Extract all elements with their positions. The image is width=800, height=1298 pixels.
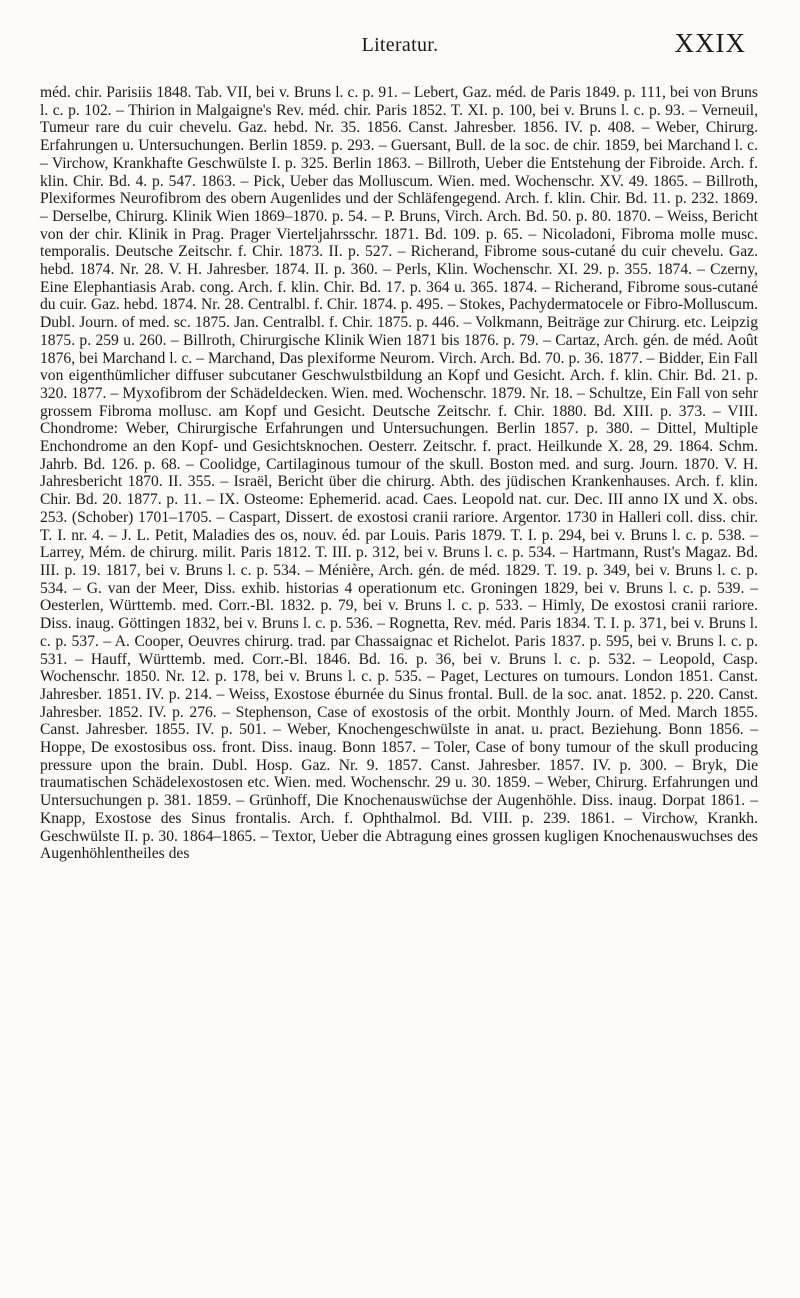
bibliography-text-block — [40, 84, 758, 863]
running-title: Literatur. — [361, 34, 439, 56]
page-header — [0, 28, 800, 58]
bibliography-paragraph: méd. chir. Parisiis 1848. Tab. VII, bei v. Bruns l. c. p. 91. – Lebert, Gaz. méd. de Paris 1849. p. 111, bei von Bruns l. c. p. 102. – Thirion in Malgaigne's Rev. méd. chir. Paris 1852. T. XI. p. 100, bei v. Bruns l. c. p. 93. – Verneuil, Tumeur rare du cuir chevelu. Gaz. hebd. Nr. 35. 1856. Canst. Jahresber. 1856. IV. p. 408. – Weber, Chirurg. Erfahrungen u. Untersuchungen. Berlin 1859. p. 293. – Guersant, Bull. de la soc. de chir. 1859, bei Marchand l. c. – Virchow, Krankhafte Geschwülste I. p. 325. Berlin 1863. – Billroth, Ueber die Entstehung der Fibroide. Arch. f. klin. Chir. Bd. 4. p. 547. 1863. – Pick, Ueber das Molluscum. Wien. med. Wochenschr. XV. 49. 1865. – Billroth, Plexiformes Neurofibrom des obern Augenlides und der Schläfengegend. Arch. f. klin. Chir. Bd. 11. p. 232. 1869. – Derselbe, Chirurg. Klinik Wien 1869–1870. p. 54. – P. Bruns, Virch. Arch. Bd. 50. p. 80. 1870. – Weiss, Bericht von der chir. Klinik in Prag. Prager Vierteljahrsschr. 1871. Bd. 109. p. 65. – Nicoladoni, Fibroma molle musc. temporalis. Deutsche Zeitschr. f. Chir. 1873. II. p. 527. – Richerand, Fibrome sous-cutané du cuir chevelu. Gaz. hebd. 1874. Nr. 28. V. H. Jahresber. 1874. II. p. 360. – Perls, Klin. Wochenschr. XI. 29. p. 355. 1874. – Czerny, Eine Elephantiasis Arab. cong. Arch. f. klin. Chir. Bd. 17. p. 364 u. 365. 1874. – Richerand, Fibrome sous-cutané du cuir. Gaz. hebd. 1874. Nr. 28. Centralbl. f. Chir. 1874. p. 495. – Stokes, Pachydermatocele or Fibro-Molluscum. Dubl. Journ. of med. sc. 1875. Jan. Centralbl. f. Chir. 1875. p. 446. – Volkmann, Beiträge zur Chirurg. etc. Leipzig 1875. p. 259 u. 260. – Billroth, Chirurgische Klinik Wien 1871 bis 1876. p. 79. – Cartaz, Arch. gén. de méd. Août 1876, bei Marchand l. c. – Marchand, Das plexiforme Neurom. Virch. Arch. Bd. 70. p. 36. 1877. – Bidder, Ein Fall von eigenthümlicher diffuser subcutaner Geschwulstbildung an Kopf und Gesicht. Arch. f. klin. Chir. Bd. 21. p. 320. 1877. – Myxofibrom der Schädeldecken. Wien. med. Wochenschr. 1879. Nr. 18. – Schultze, Ein Fall von sehr grossem Fibroma mollusc. am Kopf und Gesicht. Deutsche Zeitschr. f. Chir. 1880. Bd. XIII. p. 373. – VIII. Chondrome: Weber, Chirurgische Erfahrungen und Untersuchungen. Berlin 1857. p. 380. – Dittel, Multiple Enchondrome an den Kopf- und Gesichtsknochen. Oesterr. Zeitschr. f. pract. Heilkunde X. 28, 29. 1864. Schm. Jahrb. Bd. 126. p. 68. – Coolidge, Cartilaginous tumour of the skull. Boston med. and surg. Journ. 1870. V. H. Jahresbericht 1870. II. 355. – Israël, Bericht über die chirurg. Abth. des jüdischen Krankenhauses. Arch. f. klin. Chir. Bd. 20. 1877. p. 11. – IX. Osteome: Ephemerid. acad. Caes. Leopold nat. cur. Dec. III anno IX und X. obs. 253. (Schober) 1701–1705. – Caspart, Dissert. de exostosi cranii rariore. Argentor. 1730 in Halleri coll. diss. chir. T. I. nr. 4. – J. L. Petit, Maladies des os, nouv. éd. par Louis. Paris 1879. T. I. p. 294, bei v. Bruns l. c. p. 538. – Larrey, Mém. de chirurg. milit. Paris 1812. T. III. p. 312, bei v. Bruns l. c. p. 534. – Hartmann, Rust's Magaz. Bd. III. p. 19. 1817, bei v. Bruns l. c. p. 534. – Ménière, Arch. gén. de méd. 1829. T. 19. p. 349, bei v. Bruns l. c. p. 534. – G. van der Meer, Diss. exhib. historias 4 operationum etc. Groningen 1829, bei v. Bruns l. c. p. 539. – Oesterlen, Württemb. med. Corr.-Bl. 1832. p. 79, bei v. Bruns l. c. p. 533. – Himly, De exostosi cranii rariore. Diss. inaug. Göttingen 1832, bei v. Bruns l. c. p. 536. – Rognetta, Rev. méd. Paris 1834. T. I. p. 371, bei v. Bruns l. c. p. 537. – A. Cooper, Oeuvres chirurg. trad. par Chassaignac et Richelot. Paris 1837. p. 595, bei v. Bruns l. c. p. 531. – Hauff, Württemb. med. Corr.-Bl. 1846. Bd. 16. p. 36, bei v. Bruns l. c. p. 532. – Leopold, Casp. Wochenschr. 1850. Nr. 12. p. 178, bei v. Bruns l. c. p. 535. – Paget, Lectures on tumours. London 1851. Canst. Jahresber. 1851. IV. p. 214. – Weiss, Exostose éburnée du Sinus frontal. Bull. de la soc. anat. 1852. p. 220. Canst. Jahresber. 1852. IV. p. 276. – Stephenson, Case of exostosis of the orbit. Monthly Journ. of Med. March 1855. Canst. Jahresber. 1855. IV. p. 501. – Weber, Knochengeschwülste in anat. u. pract. Beziehung. Bonn 1856. – Hoppe, De exostosibus oss. front. Diss. inaug. Bonn 1857. – Toler, Case of bony tumour of the skull producing pressure upon the brain. Dubl. Hosp. Gaz. Nr. 9. 1857. Canst. Jahresber. 1857. IV. p. 300. – Bryk, Die traumatischen Schädelexostosen etc. Wien. med. Wochenschr. 29 u. 30. 1859. – Weber, Chirurg. Erfahrungen und Untersuchungen p. 381. 1859. – Grünhoff, Die Knochenauswüchse der Augenhöhle. Diss. inaug. Dorpat 1861. – Knapp, Exostose des Sinus frontalis. Arch. f. Ophthalmol. Bd. VIII. p. 239. 1861. – Virchow, Krankh. Geschwülste II. p. 30. 1864–1865. – Textor, Ueber die Abtragung eines grossen kugligen Knochenauswuchses des Augenhöhlentheiles des — [40, 84, 758, 863]
page-number: XXIX — [674, 28, 746, 58]
